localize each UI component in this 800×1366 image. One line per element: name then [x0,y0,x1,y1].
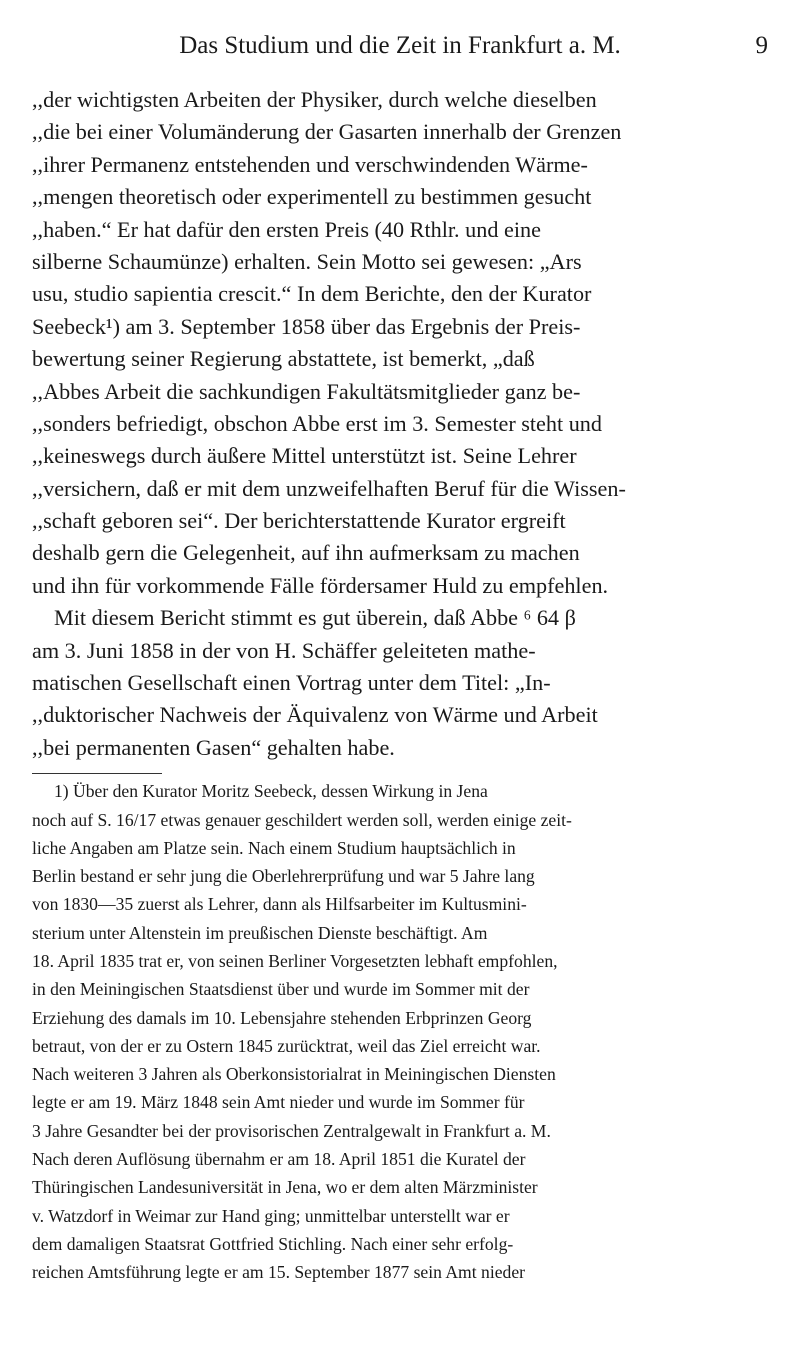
footnote-line: 3 Jahre Gesandter bei der provisorischen Zentralgewalt in Frankfurt a. M. [32,1120,551,1141]
running-title: Das Studium und die Zeit in Frankfurt a. M. [179,32,621,59]
footnote-line: Thüringischen Landesuniversität in Jena, wo er dem alten Märzminister [32,1177,538,1198]
footnote-line: noch auf S. 16/17 etwas genauer geschildert werden soll, werden einige zeit- [32,809,572,830]
text-line: und ihn für vorkommende Fälle fördersamer Huld zu empfehlen. [32,572,609,598]
footnote-line: 1) Über den Kurator Moritz Seebeck, dessen Wirkung in Jena [54,781,488,802]
footnote-line: Nach weiteren 3 Jahren als Oberkonsistorialrat in Meiningischen Diensten [32,1064,556,1085]
footnote-line: dem damaligen Staatsrat Gottfried Stichling. Nach einer sehr erfolg- [32,1233,514,1254]
text-line: ,,Abbes Arbeit die sachkundigen Fakultätsmitglieder ganz be- [32,378,581,404]
footnote-line: v. Watzdorf in Weimar zur Hand ging; unmittelbar unterstellt war er [32,1205,510,1226]
running-head [32,26,768,66]
text-line: usu, studio sapientia crescit.“ In dem Berichte, den der Kurator [32,281,592,307]
text-line: ,,ihrer Permanenz entstehenden und verschwindenden Wärme- [32,151,588,177]
footnote-line: in den Meiningischen Staatsdienst über und wurde im Sommer mit der [32,979,530,1000]
text-line: Mit diesem Bericht stimmt es gut überein, daß Abbe ⁶ 64 β [54,605,576,631]
page-number: 9 [755,32,768,59]
text-line: ,,der wichtigsten Arbeiten der Physiker, durch welche dieselben [32,87,597,112]
footnote-line: sterium unter Altenstein im preußischen Dienste beschäftigt. Am [32,922,488,943]
text-line: ,,keineswegs durch äußere Mittel unterstützt ist. Seine Lehrer [32,443,577,469]
text-line: ,,duktorischer Nachweis der Äquivalenz von Wärme und Arbeit [32,702,598,728]
footnote [32,777,768,1286]
text-line: ,,sonders befriedigt, obschon Abbe erst im 3. Semester steht und [32,410,602,436]
text-line: ,,bei permanenten Gasen“ gehalten habe. [32,734,395,760]
main-text [32,84,768,764]
footnote-line: Berlin bestand er sehr jung die Oberlehrerprüfung und war 5 Jahre lang [32,866,535,887]
text-line: deshalb gern die Gelegenheit, auf ihn aufmerksam zu machen [32,540,580,566]
text-line: ,,schaft geboren sei“. Der berichterstattende Kurator ergreift [32,508,566,534]
footnote-divider [32,773,162,774]
footnote-line: betraut, von der er zu Ostern 1845 zurücktrat, weil das Ziel erreicht war. [32,1035,541,1056]
text-line: ,,versichern, daß er mit dem unzweifelhaften Beruf für die Wissen- [32,475,626,501]
text-line: am 3. Juni 1858 in der von H. Schäffer geleiteten mathe- [32,637,536,663]
footnote-line: reichen Amtsführung legte er am 15. September 1877 sein Amt nieder [32,1262,525,1283]
footnote-line: 18. April 1835 trat er, von seinen Berliner Vorgesetzten lebhaft empfohlen, [32,950,558,971]
text-line: silberne Schaumünze) erhalten. Sein Motto sei gewesen: „Ars [32,248,582,274]
text-line: Seebeck¹) am 3. September 1858 über das Ergebnis der Preis- [32,313,581,339]
footnote-line: Erziehung des damals im 10. Lebensjahre stehenden Erbprinzen Georg [32,1007,532,1028]
text-line: ,,haben.“ Er hat dafür den ersten Preis (40 Rthlr. und eine [32,216,541,242]
footnote-line: legte er am 19. März 1848 sein Amt nieder und wurde im Sommer für [32,1092,525,1113]
text-line: ,,mengen theoretisch oder experimentell zu bestimmen gesucht [32,184,592,210]
text-line: ,,die bei einer Volumänderung der Gasarten innerhalb der Grenzen [32,119,622,145]
footnote-line: von 1830—35 zuerst als Lehrer, dann als Hilfsarbeiter im Kultusmini- [32,894,527,915]
text-line: bewertung seiner Regierung abstattete, ist bemerkt, „daß [32,346,535,372]
text-line: matischen Gesellschaft einen Vortrag unter dem Titel: „In- [32,670,551,696]
footnote-line: Nach deren Auflösung übernahm er am 18. April 1851 die Kuratel der [32,1149,526,1170]
footnote-line: liche Angaben am Platze sein. Nach einem Studium hauptsächlich in [32,837,516,858]
